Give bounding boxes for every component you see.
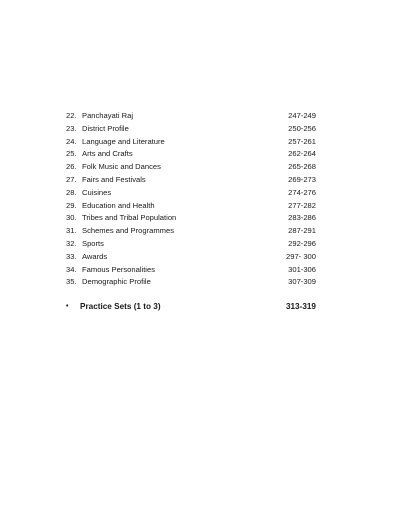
toc-entry-pages: 274-276 bbox=[288, 187, 316, 197]
toc-entry-number: 22. bbox=[66, 111, 77, 120]
toc-entry-title: Sports bbox=[82, 238, 104, 248]
toc-entry-number: 28. bbox=[66, 187, 77, 197]
toc-entry-pages: 287-291 bbox=[288, 226, 316, 236]
toc-entry-title: Demographic Profile bbox=[82, 277, 151, 287]
toc-entry-tribes-population bbox=[66, 212, 316, 225]
toc-entry-title: Practice Sets (1 to 3) bbox=[80, 302, 161, 311]
toc-entry-sports bbox=[66, 238, 316, 251]
toc-entry-practice-sets bbox=[66, 300, 316, 314]
toc-entry-title: Schemes and Programmes bbox=[82, 226, 175, 236]
toc-entry-title: Fairs and Festivals bbox=[82, 174, 146, 184]
toc-entry-schemes-programmes bbox=[66, 225, 316, 238]
toc-entry-pages: 292-296 bbox=[288, 238, 316, 248]
toc-entry-number: 34. bbox=[66, 264, 77, 274]
toc-entry-number: 23. bbox=[66, 123, 77, 133]
toc-entry-number: 26. bbox=[66, 162, 77, 172]
toc-entry-pages: 277-282 bbox=[288, 200, 316, 210]
toc-entry-pages: 269-273 bbox=[288, 174, 316, 184]
toc-entry-education-health bbox=[66, 200, 316, 213]
table-of-contents bbox=[66, 110, 316, 289]
toc-entry-number: 32. bbox=[66, 238, 77, 248]
toc-entry-number: 27. bbox=[66, 174, 77, 184]
toc-entry-pages: 307-309 bbox=[288, 277, 316, 287]
toc-entry-cuisines bbox=[66, 187, 316, 200]
toc-entry-number: 25. bbox=[66, 149, 77, 159]
toc-entry-title: Education and Health bbox=[82, 200, 155, 210]
toc-entry-number: 29. bbox=[66, 200, 77, 210]
toc-entry-number: 33. bbox=[66, 251, 77, 261]
toc-entry-awards bbox=[66, 251, 316, 264]
bullet-icon: • bbox=[66, 303, 69, 310]
toc-entry-district-profile bbox=[66, 123, 316, 136]
toc-entry-language-literature bbox=[66, 136, 316, 149]
toc-entry-arts-crafts bbox=[66, 148, 316, 161]
toc-entry-pages: 265-268 bbox=[288, 162, 316, 172]
toc-entry-title: Famous Personalities bbox=[82, 264, 156, 274]
toc-entry-title: Cuisines bbox=[82, 187, 112, 197]
toc-entry-number: 24. bbox=[66, 136, 77, 146]
toc-entry-folk-music-dances bbox=[66, 161, 316, 174]
toc-entry-pages: 301-306 bbox=[288, 264, 316, 274]
toc-entry-title: Arts and Crafts bbox=[82, 149, 133, 159]
toc-entry-title: Panchayati Raj bbox=[82, 111, 134, 120]
toc-entry-fairs-festivals bbox=[66, 174, 316, 187]
toc-entry-number: 31. bbox=[66, 226, 77, 236]
toc-entry-title: District Profile bbox=[82, 123, 129, 133]
toc-entry-pages: 257-261 bbox=[288, 136, 316, 146]
toc-entry-pages: 283-286 bbox=[288, 213, 316, 223]
toc-entry-title: Awards bbox=[82, 251, 108, 261]
toc-entry-pages: 313-319 bbox=[285, 302, 316, 311]
toc-entry-title: Folk Music and Dances bbox=[82, 162, 161, 172]
toc-entry-title: Tribes and Tribal Population bbox=[82, 213, 177, 223]
toc-entry-pages: 262-264 bbox=[288, 149, 316, 159]
toc-entry-pages: 250-256 bbox=[288, 123, 316, 133]
toc-entry-famous-personalities bbox=[66, 264, 316, 277]
toc-entry-number: 35. bbox=[66, 277, 77, 287]
toc-entry-pages: 247-249 bbox=[288, 111, 316, 120]
toc-entry-title: Language and Literature bbox=[82, 136, 165, 146]
toc-entry-demographic-profile bbox=[66, 276, 316, 289]
toc-entry-pages: 297- 300 bbox=[286, 251, 316, 261]
toc-entry-panchayati-raj bbox=[66, 110, 316, 123]
toc-entry-number: 30. bbox=[66, 213, 77, 223]
